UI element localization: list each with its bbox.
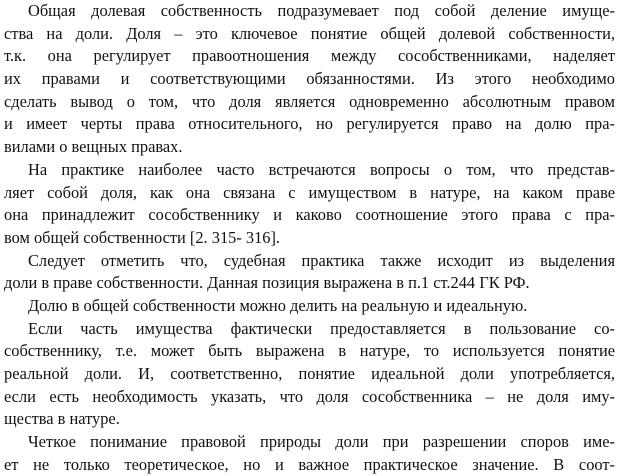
document-body [4,0,615,476]
text-line: и имеет черты права относительного, но регулируется право на долю пра- [4,114,615,134]
text-line: реальной доли. И, соответственно, понятие идеальной доли употребляется, [4,364,615,383]
text-line: Общая долевая собственность подразумевает под собой деление имуще- [28,1,615,20]
text-line: она принадлежит сособственнику и каково соотношение этого права с пра- [4,205,615,225]
text-line: вилами о вещных правах. [4,137,183,157]
text-line: доли в праве собственности. Данная позиция выражена в п.1 ст.244 ГК РФ. [4,273,530,293]
text-line: т.к. она регулирует правоотношения между сособственниками, наделяет [4,46,615,66]
text-line: щества в натуре. [4,409,120,429]
text-line: сделать вывод о том, что доля является одновременно абсолютным правом [4,91,615,111]
text-line: ляет собой доля, как она связана с имуществом в натуре, на каком праве [4,182,615,202]
text-line: Следует отметить что, судебная практика также исходит из выделения [28,250,615,270]
text-line: их правами и соответствующими обязанностями. Из этого необходимо [4,69,615,89]
text-line: Долю в общей собственности можно делить на реальную и идеальную. [28,295,528,315]
text-line: если есть необходимость указать, что доля сособственника – не доля иму- [4,386,615,406]
text-line: Четкое понимание правовой природы доли при разрешении споров име- [28,432,615,452]
text-line: На практике наиболее часто встречаются вопросы о том, что представ- [28,159,615,179]
text-line: вом общей собственности [2. 315- 316]. [4,227,281,247]
text-line: ства на доли. Доля – это ключевое понятие общей долевой собственности, [4,23,615,43]
text-line: собственнику, т.е. может быть выражена в натуре, то используется понятие [4,341,615,361]
text-line: ет не только теоретическое, но и важное практическое значение. В соот- [4,454,615,474]
text-line: Если часть имущества фактически предоставляется в пользование со- [28,318,615,338]
